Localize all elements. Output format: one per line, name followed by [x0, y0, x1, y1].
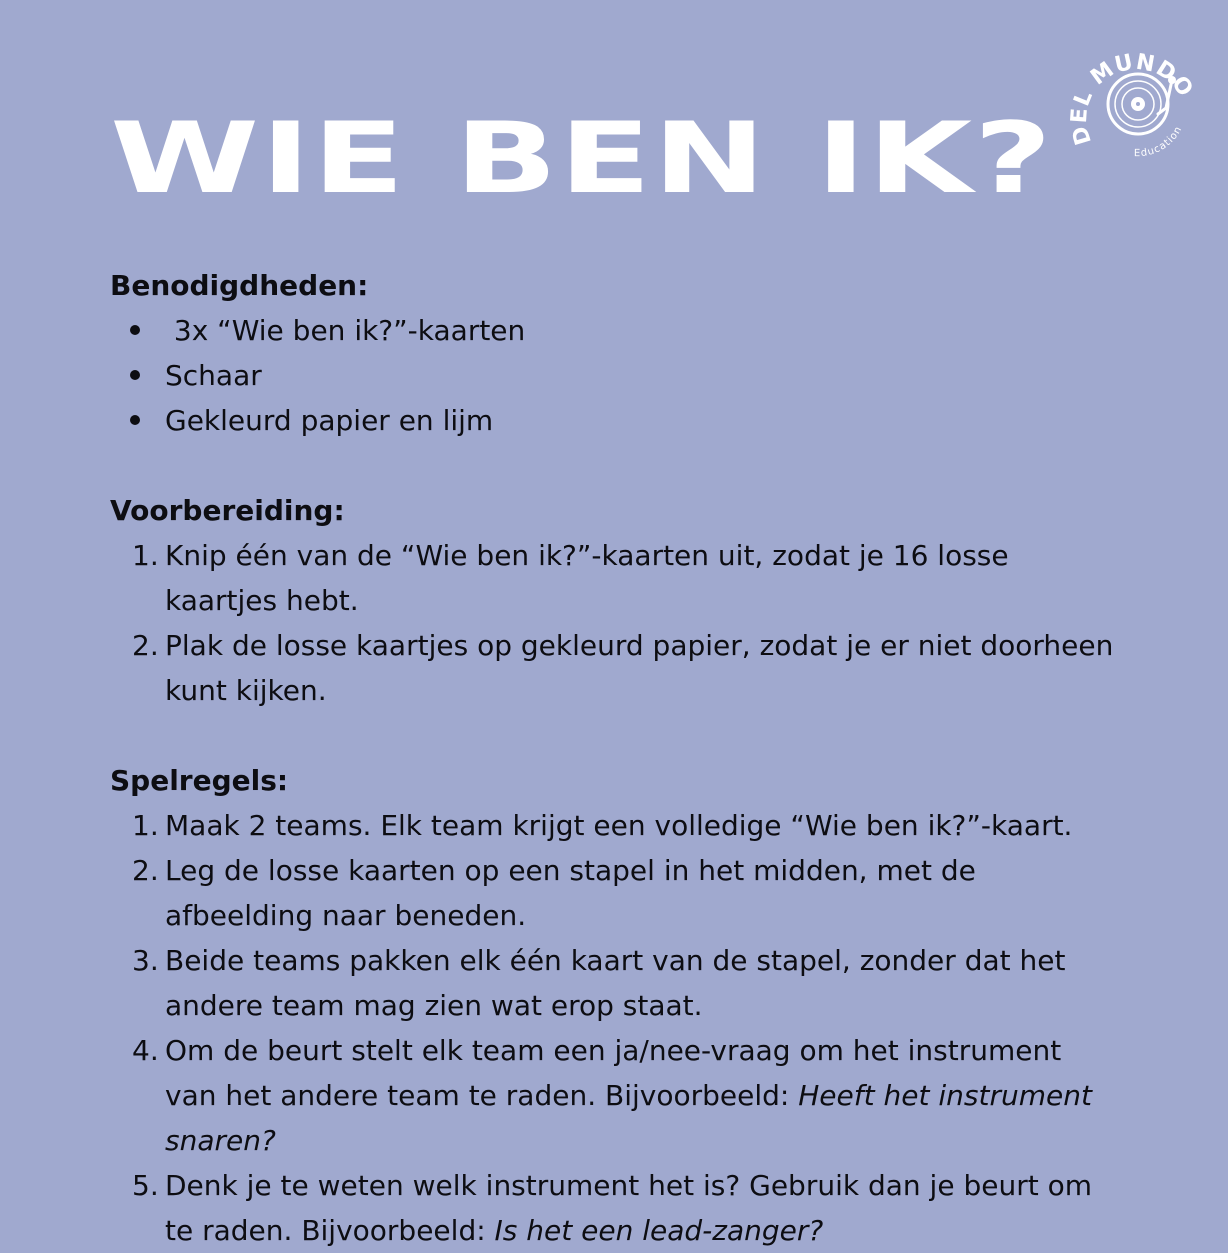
step-item: [110, 533, 1150, 623]
game-rules-steps: [110, 803, 1150, 1253]
step-line: Knip één van de “Wie ben ik?”-kaarten uit, zodat je 16 losse: [165, 539, 1009, 572]
list-item: [110, 353, 1150, 398]
spelregels-heading: Spelregels:: [110, 764, 289, 797]
step-line: Beide teams pakken elk één kaart van de stapel, zonder dat het: [165, 944, 1066, 977]
step-text: van het andere team te raden. Bijvoorbeeld:: [165, 1079, 799, 1112]
bullet-icon: [130, 415, 140, 425]
vinyl-record-icon: [1062, 40, 1198, 170]
step-line: afbeelding naar beneden.: [165, 899, 527, 932]
step-number: 1.: [132, 539, 159, 572]
step-line: [165, 1073, 1150, 1118]
step-line: Maak 2 teams. Elk team krijgt een volledige “Wie ben ik?”-kaart.: [165, 809, 1073, 842]
voorbereiding-heading: Voorbereiding:: [110, 494, 345, 527]
step-line: kaartjes hebt.: [165, 584, 359, 617]
step-line: Plak de losse kaartjes op gekleurd papier, zodat je er niet doorheen: [165, 629, 1114, 662]
list-item: [110, 398, 1150, 443]
del-mundo-logo: [1062, 40, 1198, 170]
step-line: [165, 1208, 1150, 1253]
svg-text:Education: [1134, 124, 1185, 159]
step-number: 5.: [132, 1169, 159, 1202]
step-item: [110, 623, 1150, 713]
instructions-content: [110, 263, 1150, 1253]
logo-sub-text: Education: [1133, 124, 1185, 160]
step-line: kunt kijken.: [165, 674, 327, 707]
step-item: [110, 938, 1150, 1028]
step-item: [110, 1028, 1150, 1163]
step-line: andere team mag zien wat erop staat.: [165, 989, 703, 1022]
example-question: Heeft het instrument: [798, 1079, 1092, 1112]
step-number: 4.: [132, 1034, 159, 1067]
list-item-text: Gekleurd papier en lijm: [165, 404, 494, 437]
step-number: 1.: [132, 809, 159, 842]
step-number: 2.: [132, 629, 159, 662]
preparation-steps: [110, 533, 1150, 713]
benodigdheden-heading: Benodigdheden:: [110, 269, 369, 302]
example-question: Is het een lead-zanger?: [494, 1214, 824, 1247]
step-item: [110, 1163, 1150, 1253]
step-number: 3.: [132, 944, 159, 977]
step-item: [110, 848, 1150, 938]
example-question: snaren?: [165, 1124, 276, 1157]
step-line: Denk je te weten welk instrument het is? Gebruik dan je beurt om: [165, 1169, 1092, 1202]
step-line: Om de beurt stelt elk team een ja/nee-vraag om het instrument: [165, 1034, 1062, 1067]
step-number: 2.: [132, 854, 159, 887]
step-item: [110, 803, 1150, 848]
list-item-text: Schaar: [165, 359, 262, 392]
logo-brand-text: DEL MUNDO: [1066, 49, 1198, 148]
list-item: [110, 308, 1150, 353]
page-title: WIE BEN IK?: [110, 102, 1054, 216]
step-line: Leg de losse kaarten op een stapel in het midden, met de: [165, 854, 976, 887]
step-text: te raden. Bijvoorbeeld:: [165, 1214, 495, 1247]
list-item-text: 3x “Wie ben ik?”-kaarten: [165, 314, 526, 347]
bullet-icon: [130, 370, 140, 380]
bullet-icon: [130, 325, 140, 335]
supplies-list: [110, 308, 1150, 443]
